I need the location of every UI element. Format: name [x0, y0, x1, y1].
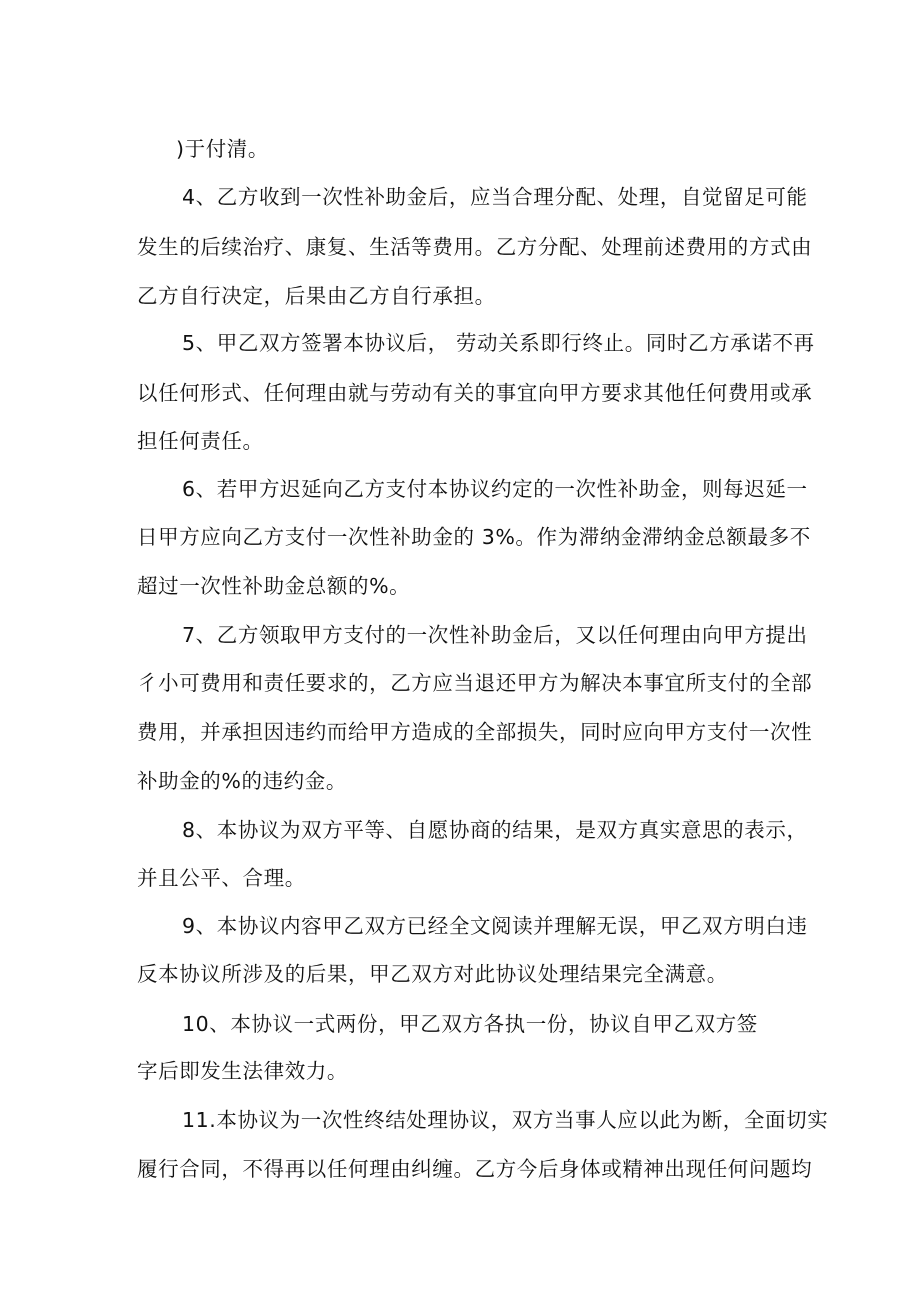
- text-line-12: 彳小可费用和责任要求的，乙方应当退还甲方为解决本事宜所支付的全部: [137, 671, 813, 695]
- text-line-21: 11.本协议为一次性终结处理协议，双方当事人应以此为断，全面切实: [182, 1108, 829, 1132]
- text-line-5: 5、甲乙双方签署本协议后， 劳动关系即行终止。同时乙方承诺不再: [182, 331, 815, 355]
- text-line-15: 8、本协议为双方平等、自愿协商的结果，是双方真实意思的表示，: [182, 818, 808, 842]
- text-line-18: 反本协议所涉及的后果，甲乙双方对此协议处理结果完全满意。: [137, 962, 728, 986]
- text-line-2: 4、乙方收到一次性补助金后，应当合理分配、处理，自觉留足可能: [182, 185, 808, 209]
- text-line-7: 担任何责任。: [137, 429, 264, 453]
- text-line-17: 9、本协议内容甲乙双方已经全文阅读并理解无误，甲乙双方明白违: [182, 914, 808, 938]
- text-line-22: 履行合同，不得再以任何理由纠缠。乙方今后身体或精神出现任何问题均: [137, 1157, 813, 1181]
- text-line-10: 超过一次性补助金总额的%。: [137, 574, 411, 598]
- text-line-13: 费用，并承担因违约而给甲方造成的全部损失，同时应向甲方支付一次性: [137, 720, 813, 744]
- text-line-9: 日甲方应向乙方支付一次性补助金的 3%。作为滞纳金滞纳金总额最多不: [137, 525, 811, 549]
- text-line-8: 6、若甲方迟延向乙方支付本协议约定的一次性补助金，则每迟延一: [182, 477, 808, 501]
- text-line-14: 补助金的%的违约金。: [137, 769, 347, 793]
- text-line-6: 以任何形式、任何理由就与劳动有关的事宜向甲方要求其他任何费用或承: [137, 381, 813, 405]
- text-line-4: 乙方自行决定，后果由乙方自行承担。: [137, 284, 496, 308]
- text-line-16: 并且公平、合理。: [137, 866, 306, 890]
- text-line-11: 7、乙方领取甲方支付的一次性补助金后，又以任何理由向甲方提出: [182, 623, 808, 647]
- text-line-3: 发生的后续治疗、康复、生活等费用。乙方分配、处理前述费用的方式由: [137, 235, 813, 259]
- text-line-19: 10、本协议一式两份，甲乙双方各执一份，协议自甲乙双方签: [182, 1012, 758, 1036]
- text-line-20: 字后即发生法律效力。: [137, 1059, 348, 1083]
- text-line-1: )于付清。: [176, 137, 269, 161]
